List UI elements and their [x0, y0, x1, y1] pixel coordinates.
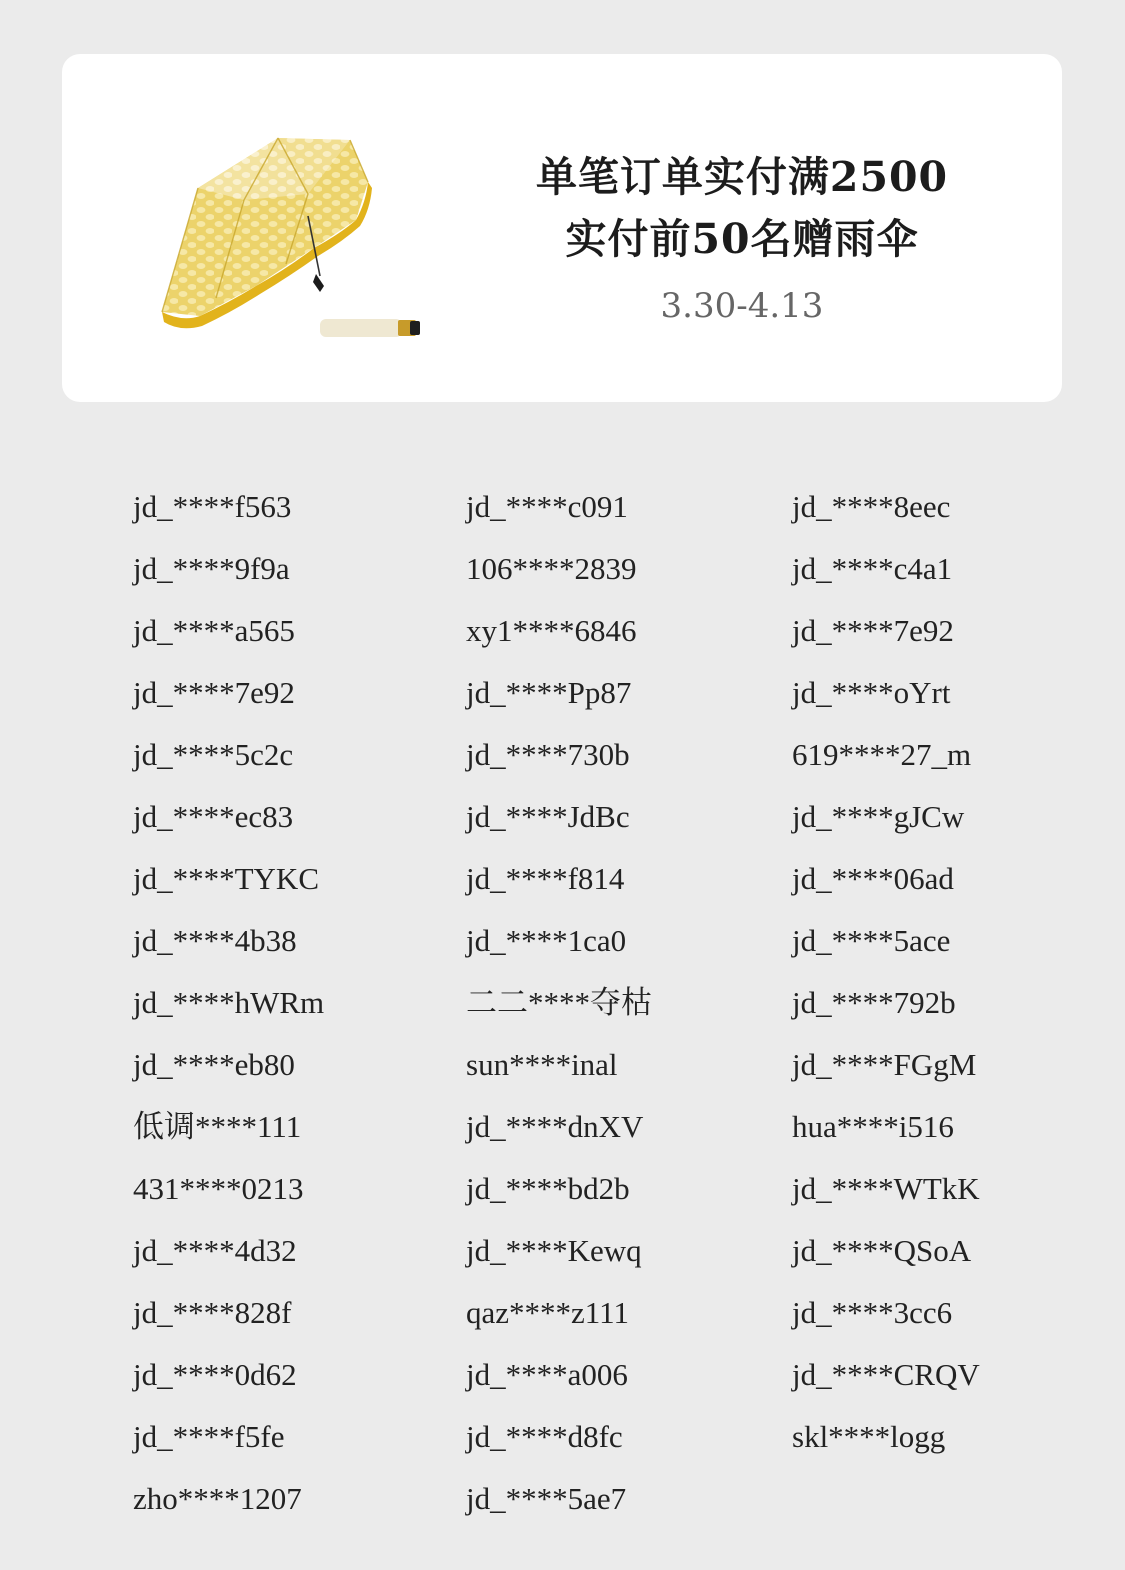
winner-name: jd_****c091 — [466, 489, 628, 524]
winner-name: jd_****06ad — [792, 861, 954, 896]
winner-name: jd_****5ace — [792, 923, 951, 958]
promo-date-range: 3.30-4.13 — [660, 286, 824, 326]
winner-name: jd_****f563 — [133, 489, 292, 524]
winner-name: zho****1207 — [133, 1481, 302, 1516]
winner-name: jd_****5c2c — [133, 737, 294, 772]
winner-name: hua****i516 — [792, 1109, 954, 1144]
winner-name: jd_****dnXV — [466, 1109, 644, 1144]
winner-name: jd_****7e92 — [133, 675, 295, 710]
winner-name: jd_****792b — [792, 985, 956, 1020]
umbrella-sleeve-image — [320, 316, 422, 340]
winner-name: jd_****JdBc — [466, 799, 630, 834]
winner-name: jd_****f814 — [466, 861, 625, 896]
winner-name: 106****2839 — [466, 551, 637, 586]
winner-name: jd_****d8fc — [466, 1419, 623, 1454]
winner-name: jd_****CRQV — [792, 1357, 980, 1392]
winner-name: jd_****5ae7 — [466, 1481, 627, 1516]
umbrella-image — [160, 136, 430, 336]
winner-column-3 — [792, 476, 1112, 1468]
winner-name: qaz****z111 — [466, 1295, 629, 1330]
winner-name: jd_****f5fe — [133, 1419, 285, 1454]
winner-name: jd_****oYrt — [792, 675, 951, 710]
winner-name: jd_****828f — [133, 1295, 292, 1330]
winner-name: 619****27_m — [792, 737, 972, 772]
winner-name: jd_****9f9a — [133, 551, 290, 586]
winner-name: 低调****111 — [133, 1109, 302, 1144]
winner-name: jd_****3cc6 — [792, 1295, 953, 1330]
promo-banner — [62, 54, 1062, 402]
winner-name: jd_****7e92 — [792, 613, 954, 648]
winner-name: 431****0213 — [133, 1171, 304, 1206]
winner-name: 二二****夺枯 — [466, 985, 652, 1020]
winner-name: jd_****8eec — [792, 489, 951, 524]
winner-name: jd_****TYKC — [133, 861, 319, 896]
winner-list — [0, 476, 1125, 1546]
winner-name: jd_****0d62 — [133, 1357, 297, 1392]
winner-name: jd_****1ca0 — [466, 923, 627, 958]
winner-name: jd_****eb80 — [133, 1047, 295, 1082]
winner-name: jd_****4d32 — [133, 1233, 297, 1268]
winner-name: sun****inal — [466, 1047, 618, 1082]
winner-name: jd_****gJCw — [792, 799, 965, 834]
winner-name: jd_****FGgM — [792, 1047, 977, 1082]
winner-name: jd_****Kewq — [466, 1233, 642, 1268]
headline-line-1: 单笔订单实付满2500 — [535, 153, 949, 201]
winner-name: jd_****a006 — [466, 1357, 628, 1392]
winner-column-2 — [466, 476, 786, 1530]
winner-name: jd_****hWRm — [133, 985, 325, 1020]
headline-line-2: 实付前50名赠雨伞 — [565, 215, 919, 263]
winner-name: skl****logg — [792, 1419, 946, 1454]
winner-name: jd_****4b38 — [133, 923, 297, 958]
winner-name: jd_****Pp87 — [466, 675, 632, 710]
promo-headline — [502, 146, 982, 328]
winner-name: jd_****QSoA — [792, 1233, 972, 1268]
winner-column-1 — [133, 476, 453, 1530]
winner-name: jd_****ec83 — [133, 799, 294, 834]
winner-name: jd_****a565 — [133, 613, 295, 648]
winner-name: xy1****6846 — [466, 613, 637, 648]
winner-name: jd_****WTkK — [792, 1171, 980, 1206]
winner-name: jd_****c4a1 — [792, 551, 953, 586]
winner-name: jd_****bd2b — [466, 1171, 630, 1206]
winner-name: jd_****730b — [466, 737, 630, 772]
